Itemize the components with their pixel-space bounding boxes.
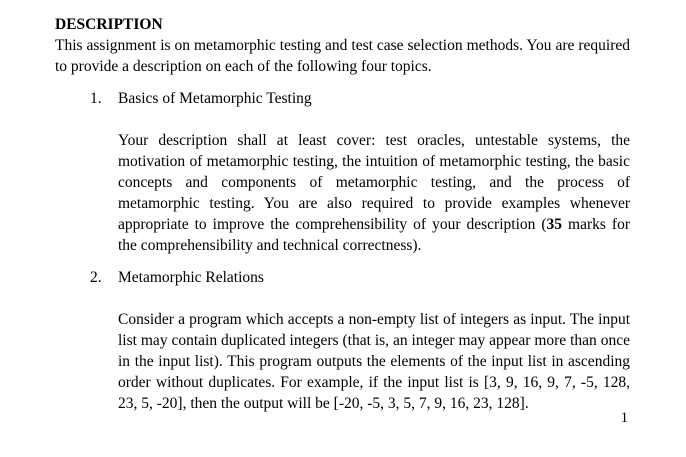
item-number: 2. xyxy=(90,269,102,286)
item-title: Metamorphic Relations xyxy=(118,269,264,286)
item-number: 1. xyxy=(90,90,102,107)
item-title-row xyxy=(90,267,630,288)
intro-paragraph: This assignment is on metamorphic testing and test case selection methods. You are required to provide a description on each of the following four topics. xyxy=(55,37,630,75)
section-heading: DESCRIPTION xyxy=(55,16,163,33)
item-body-marks-value: 35 xyxy=(546,216,563,233)
item-body-paragraph xyxy=(118,130,630,256)
item-body-text-after: marks for the comprehensibility and technical correctness). xyxy=(118,216,631,254)
list-item xyxy=(55,88,630,256)
page-number: 1 xyxy=(620,410,628,426)
list-item xyxy=(55,267,630,414)
item-body-text-before: Your description shall at least cover: test oracles, untestable systems, the motivation of metamorphic testing, the intuition of metamorphic testing, the basic concepts and components of metamorphic testing, and the process of metamorphic testing. You are also required to provide examples whenever appropriate to improve the comprehensibility of your description ( xyxy=(118,132,630,233)
item-body-paragraph: Consider a program which accepts a non-empty list of integers as input. The input list may contain duplicated integers (that is, an integer may appear more than once in the input list). This program outputs the elements of the input list in ascending order without duplicates. For example, if the input list is [3, 9, 16, 9, 7, -5, 128, 23, 5, -20], then the output will be [-20, -5, 3, 5, 7, 9, 16, 23, 128]. xyxy=(118,311,630,412)
item-title-row xyxy=(90,88,630,109)
item-title: Basics of Metamorphic Testing xyxy=(118,90,312,107)
